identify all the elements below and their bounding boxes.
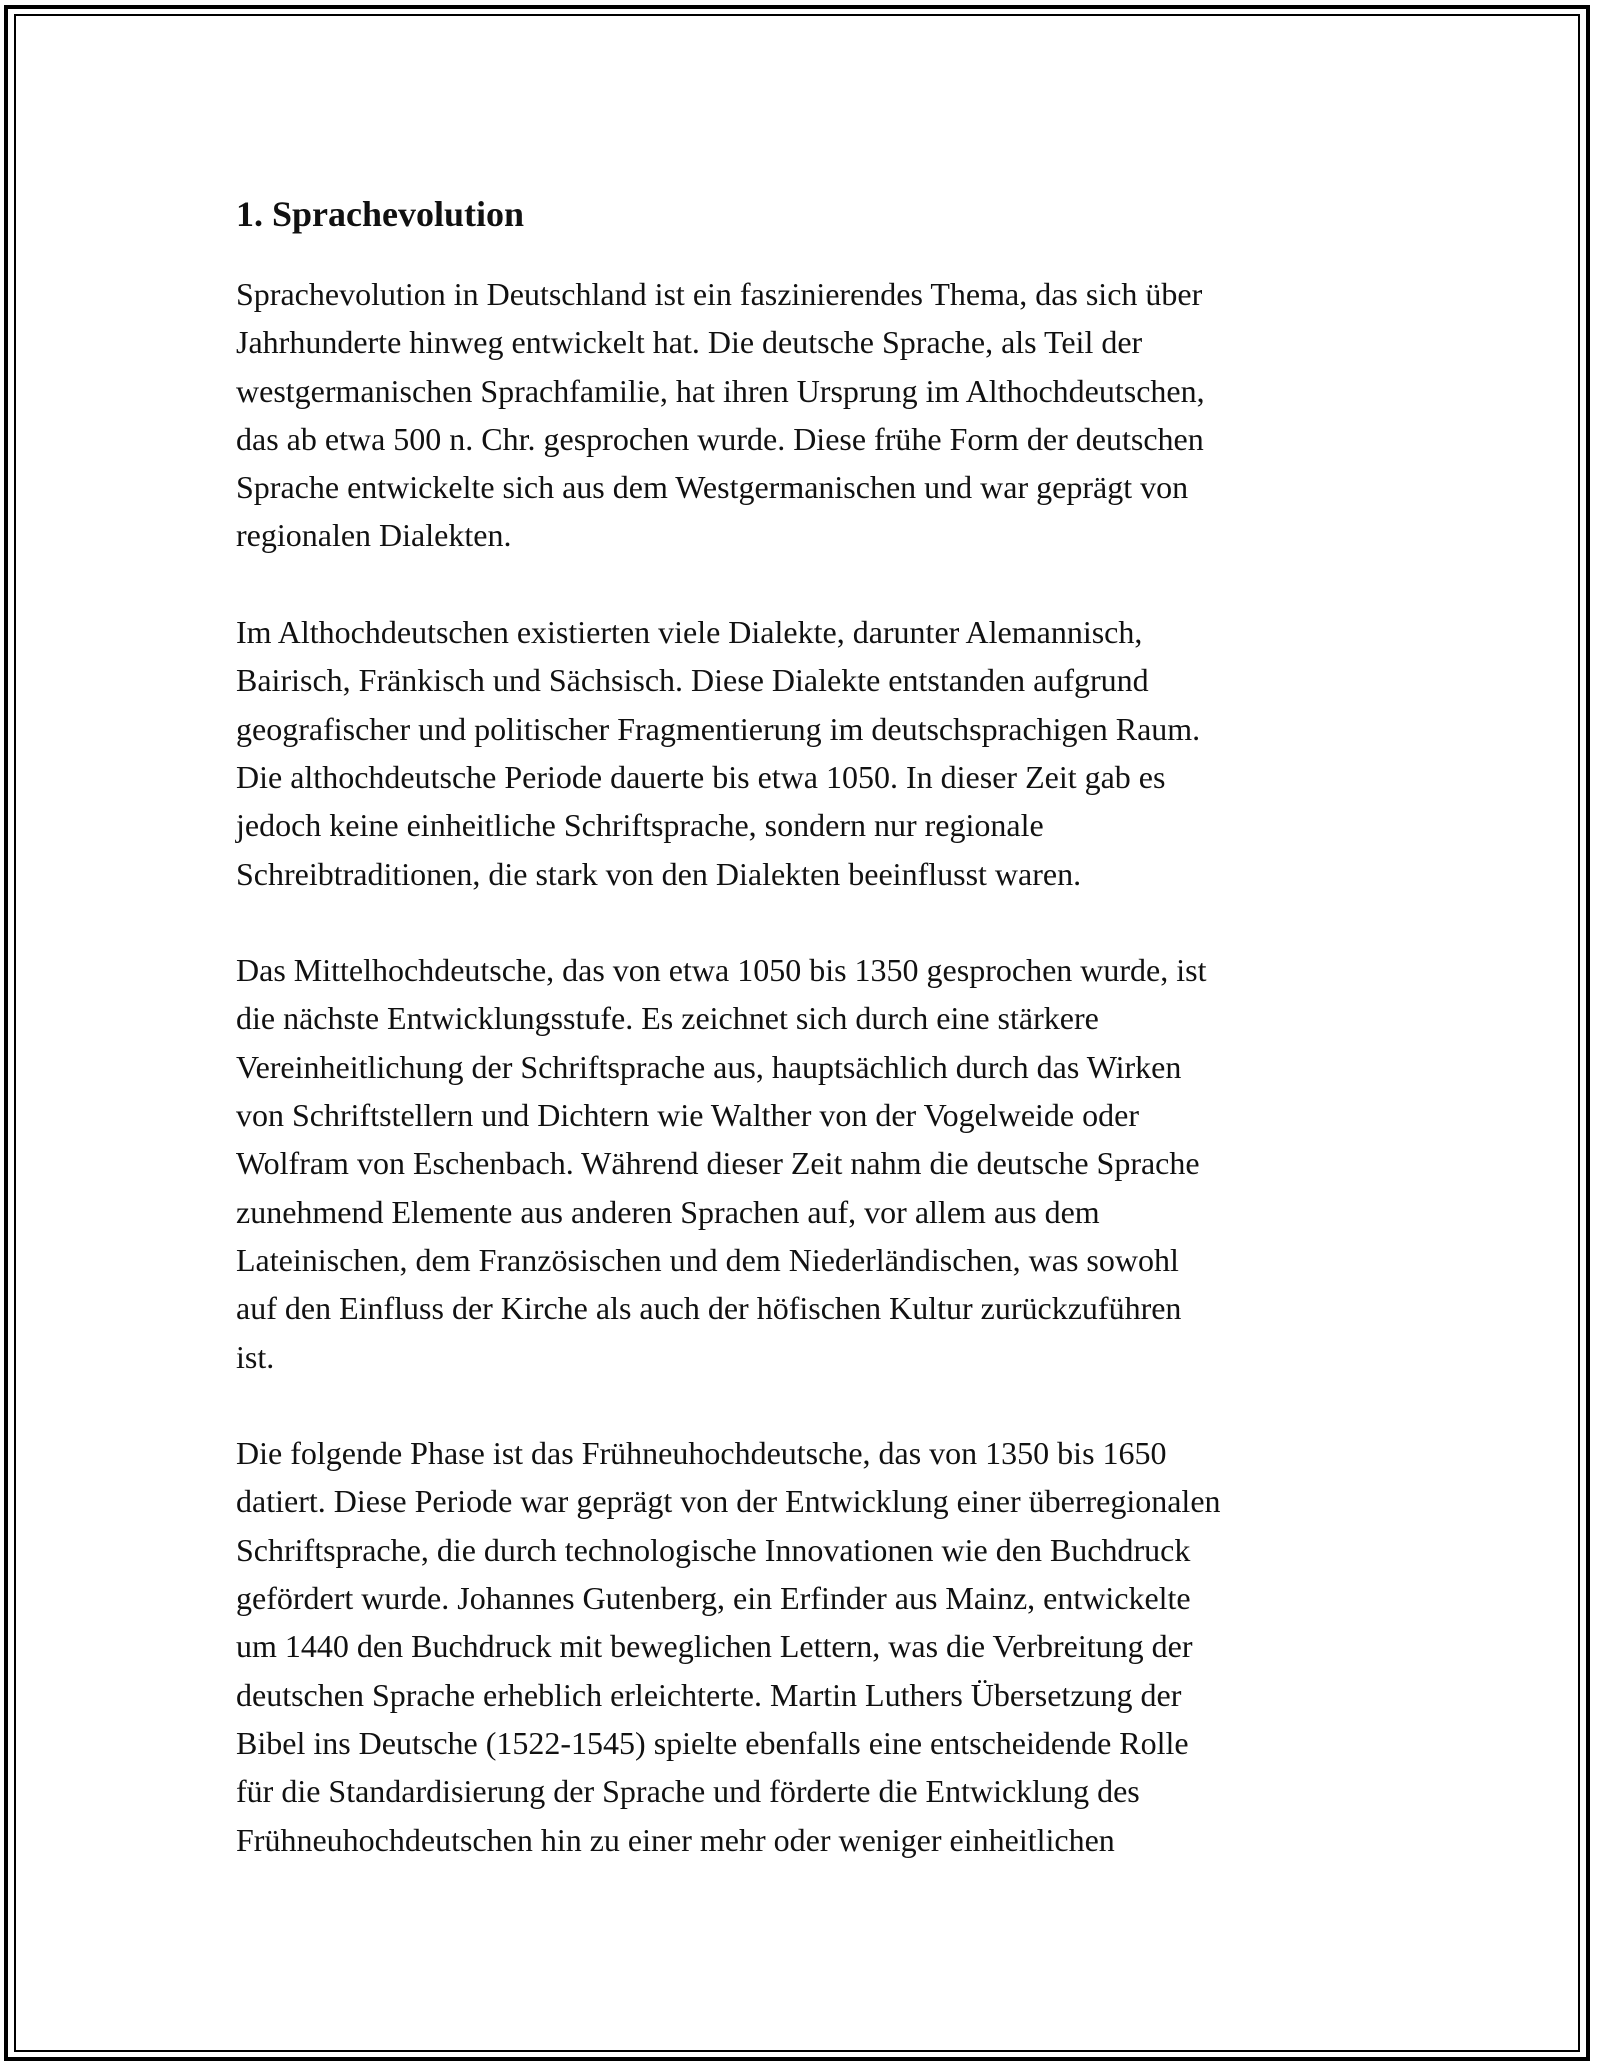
text-line: Sprache entwickelte sich aus dem Westgermanischen und war geprägt von <box>236 469 1189 506</box>
text-line: Wolfram von Eschenbach. Während dieser Zeit nahm die deutsche Sprache <box>236 1145 1200 1182</box>
text-line: von Schriftstellern und Dichtern wie Walther von der Vogelweide oder <box>236 1097 1139 1134</box>
text-line: deutschen Sprache erheblich erleichterte. Martin Luthers Übersetzung der <box>236 1676 1182 1713</box>
text-line: das ab etwa 500 n. Chr. gesprochen wurde. Diese frühe Form der deutschen <box>236 420 1204 457</box>
text-line: regionalen Dialekten. <box>236 517 512 554</box>
text-line: die nächste Entwicklungsstufe. Es zeichnet sich durch eine stärkere <box>236 1000 1099 1037</box>
text-line: für die Standardisierung der Sprache und förderte die Entwicklung des <box>236 1773 1140 1810</box>
text-line: ist. <box>236 1338 275 1375</box>
text-line: geografischer und politischer Fragmentierung im deutschsprachigen Raum. <box>236 710 1201 747</box>
text-line: zunehmend Elemente aus anderen Sprachen auf, vor allem aus dem <box>236 1193 1100 1230</box>
section-heading: 1. Sprachevolution <box>236 194 525 234</box>
text-line: jedoch keine einheitliche Schriftsprache, sondern nur regionale <box>236 807 1044 844</box>
document-body <box>236 186 1376 1912</box>
text-line: Die althochdeutsche Periode dauerte bis etwa 1050. In dieser Zeit gab es <box>236 758 1166 795</box>
text-line: Im Althochdeutschen existierten viele Dialekte, darunter Alemannisch, <box>236 614 1143 651</box>
text-line: Jahrhunderte hinweg entwickelt hat. Die deutsche Sprache, als Teil der <box>236 324 1143 361</box>
text-line: datiert. Diese Periode war geprägt von der Entwicklung einer überregionalen <box>236 1483 1221 1520</box>
text-line: Schreibtraditionen, die stark von den Dialekten beeinflusst waren. <box>236 855 1082 892</box>
text-line: Frühneuhochdeutschen hin zu einer mehr oder weniger einheitlichen <box>236 1821 1115 1858</box>
text-line: um 1440 den Buchdruck mit beweglichen Lettern, was die Verbreitung der <box>236 1628 1193 1665</box>
text-line: auf den Einfluss der Kirche als auch der höfischen Kultur zurückzuführen <box>236 1290 1182 1327</box>
text-line: Lateinischen, dem Französischen und dem Niederländischen, was sowohl <box>236 1241 1179 1278</box>
paragraph-1 <box>236 270 1376 560</box>
paragraph-4 <box>236 1429 1376 1864</box>
text-line: gefördert wurde. Johannes Gutenberg, ein Erfinder aus Mainz, entwickelte <box>236 1580 1191 1617</box>
text-line: Vereinheitlichung der Schriftsprache aus, hauptsächlich durch das Wirken <box>236 1048 1182 1085</box>
paragraph-2 <box>236 608 1376 898</box>
text-line: Schriftsprache, die durch technologische Innovationen wie den Buchdruck <box>236 1531 1191 1568</box>
text-line: Die folgende Phase ist das Frühneuhochdeutsche, das von 1350 bis 1650 <box>236 1435 1167 1472</box>
text-line: Sprachevolution in Deutschland ist ein faszinierendes Thema, das sich über <box>236 276 1203 312</box>
text-line: Bibel ins Deutsche (1522-1545) spielte ebenfalls eine entscheidende Rolle <box>236 1724 1189 1761</box>
paragraph-3 <box>236 946 1376 1381</box>
text-line: Das Mittelhochdeutsche, das von etwa 1050 bis 1350 gesprochen wurde, ist <box>236 952 1207 989</box>
text-line: westgermanischen Sprachfamilie, hat ihren Ursprung im Althochdeutschen, <box>236 372 1205 409</box>
text-line: Bairisch, Fränkisch und Sächsisch. Diese Dialekte entstanden aufgrund <box>236 662 1149 699</box>
